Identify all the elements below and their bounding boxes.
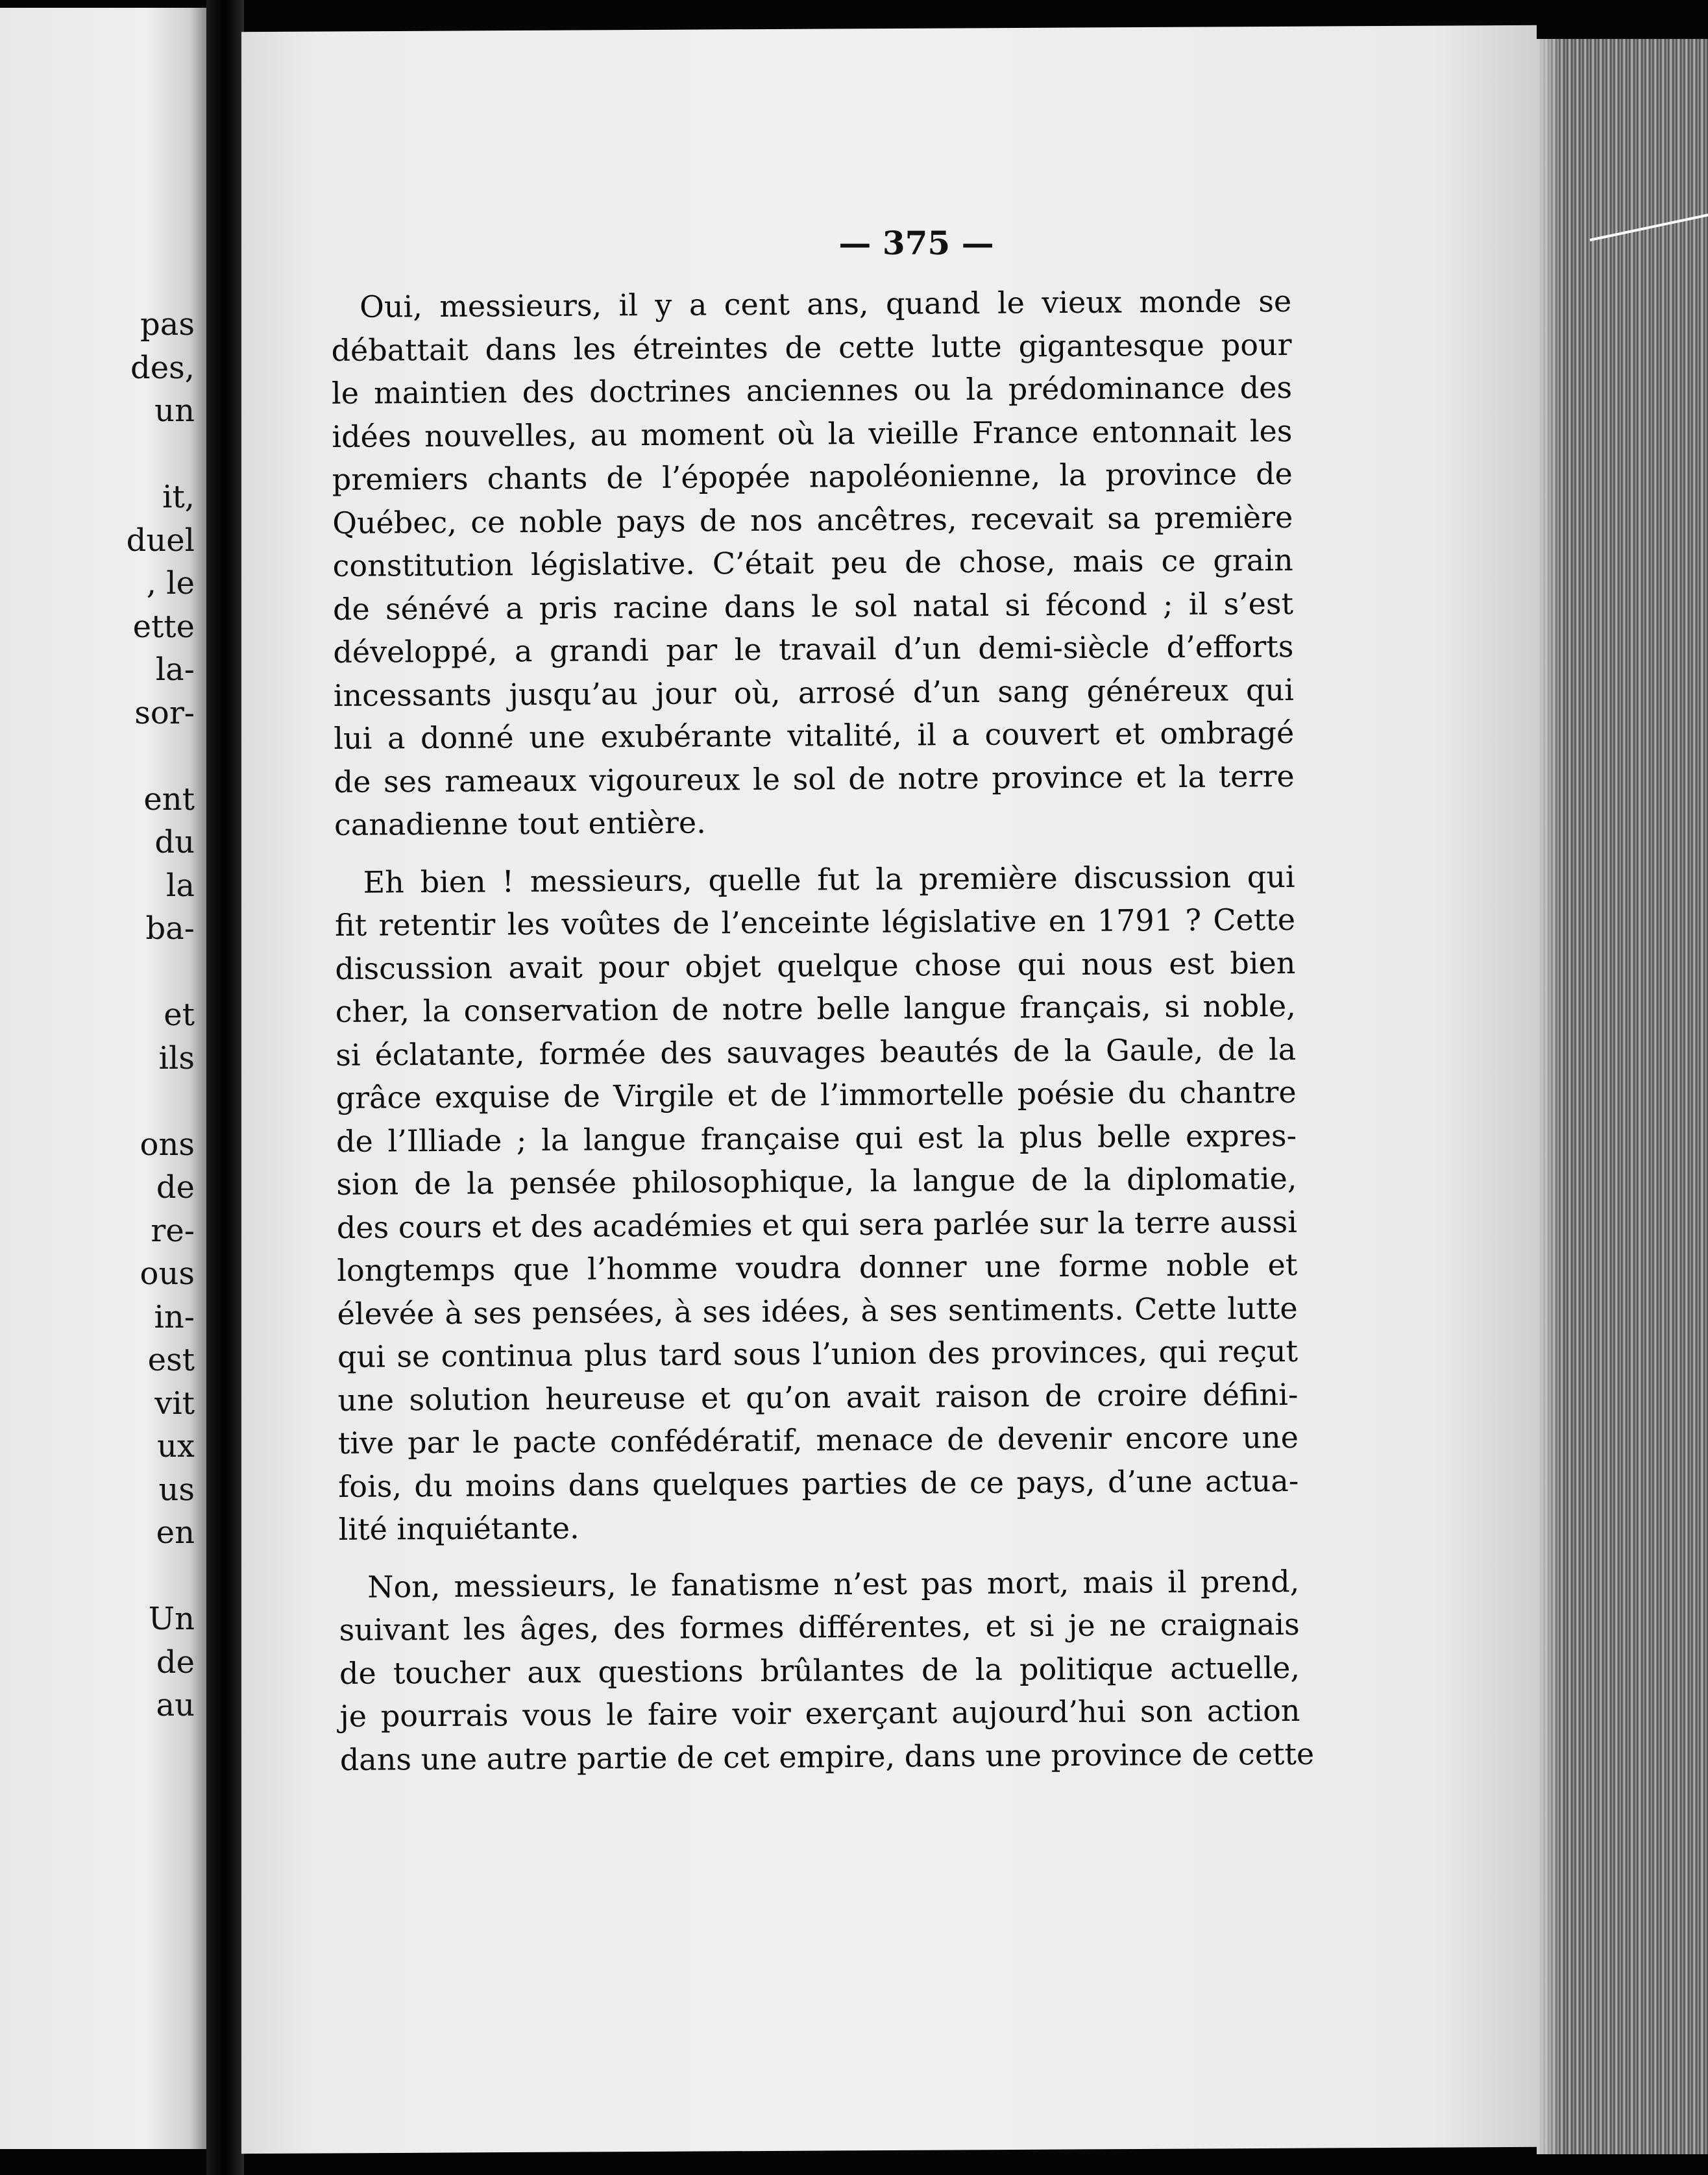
left-page-fragment: Un <box>148 1601 195 1637</box>
page-edges-stack <box>1537 39 1708 2154</box>
left-page-fragment: ette <box>132 608 195 645</box>
text-line: Non, messieurs, le fanatisme n’est pas mort, mais il prend, <box>367 1563 1300 1605</box>
left-page-fragment: ils <box>158 1039 195 1076</box>
left-page-fragment: la <box>166 867 195 904</box>
text-line: premiers chants de l’épopée napoléonienne, la province de <box>332 456 1293 497</box>
left-page-fragment: ons <box>140 1126 195 1163</box>
text-line: une solution heureuse et qu’on avait raison de croire défini- <box>337 1376 1299 1418</box>
text-line: dans une autre partie de cet empire, dans une province de cette <box>339 1736 1315 1777</box>
text-line: je pourrais vous le faire voir exerçant aujourd’hui son action <box>339 1692 1300 1734</box>
text-line: incessants jusqu’au jour où, arrosé d’un sang généreux qui <box>333 672 1294 713</box>
left-facing-page <box>0 8 206 2149</box>
text-line: constitution législative. C’était peu de chose, mais ce grain <box>332 542 1293 583</box>
left-page-fragment: re- <box>151 1212 195 1249</box>
text-line: de toucher aux questions brûlantes de la politique actuelle, <box>339 1649 1300 1691</box>
left-page-fragment: ux <box>157 1428 195 1464</box>
left-page-fragment: de <box>156 1644 195 1681</box>
left-page-fragment: in- <box>154 1298 195 1335</box>
left-page-fragment: et <box>164 997 195 1033</box>
text-line: fit retentir les voûtes de l’enceinte législative en 1791 ? Cette <box>334 901 1296 943</box>
text-line: des cours et des académies et qui sera parlée sur la terre aussi <box>336 1204 1298 1245</box>
left-page-fragment: au <box>156 1687 195 1723</box>
left-page-fragment: it, <box>162 479 195 515</box>
left-page-fragment: vit <box>154 1385 195 1422</box>
left-page-fragment: du <box>154 824 195 860</box>
text-line: élevée à ses pensées, à ses idées, à ses sentiments. Cette lutte <box>337 1290 1298 1331</box>
text-line: Oui, messieurs, il y a cent ans, quand le vieux monde se <box>360 283 1292 324</box>
text-line: de ses rameaux vigoureux le sol de notre province et la terre <box>334 758 1295 799</box>
text-line: canadienne tout entière. <box>334 805 706 842</box>
text-line: développé, a grandi par le travail d’un demi-siècle d’efforts <box>333 628 1294 670</box>
text-line: le maintien des doctrines anciennes ou la prédominance des <box>331 369 1293 411</box>
paragraph <box>331 280 1295 847</box>
text-line: lui a donné une exubérante vitalité, il a couvert et ombragé <box>334 714 1295 756</box>
text-line: cher, la conservation de notre belle langue français, si noble, <box>335 988 1296 1029</box>
text-line: suivant les âges, des formes différentes, et si je ne craignais <box>339 1606 1300 1647</box>
text-line: si éclatante, formée des sauvages beautés de la Gaule, de la <box>336 1031 1297 1073</box>
left-page-fragment: la- <box>155 651 195 688</box>
text-line: débattait dans les étreintes de cette lutte gigantesque pour <box>331 326 1292 368</box>
text-line: grâce exquise de Virgile et de l’immortelle poésie du chantre <box>336 1074 1297 1115</box>
text-line: longtemps que l’homme voudra donner une forme noble et <box>337 1246 1298 1288</box>
left-page-fragment: en <box>156 1514 195 1551</box>
left-page-fragment: de <box>156 1169 195 1206</box>
left-page-fragment: duel <box>126 522 195 559</box>
book-gutter <box>206 0 244 2175</box>
text-line: lité inquiétante. <box>338 1510 580 1547</box>
text-line: qui se continua plus tard sous l’union des provinces, qui reçut <box>337 1333 1299 1374</box>
left-page-fragment: pas <box>140 306 195 343</box>
left-page-fragment: us <box>158 1471 195 1508</box>
body-text <box>331 280 1315 1795</box>
left-page-fragment: sor- <box>134 694 195 731</box>
text-line: de sénévé a pris racine dans le sol natal si fécond ; il s’est <box>332 585 1294 627</box>
left-page-fragment: ba- <box>145 910 195 947</box>
text-line: Eh bien ! messieurs, quelle fut la première discussion qui <box>363 858 1295 900</box>
left-page-fragment: ent <box>143 781 195 818</box>
left-page-fragment: un <box>154 393 195 429</box>
left-page-fragment: ous <box>140 1256 195 1292</box>
text-line: Québec, ce noble pays de nos ancêtres, recevait sa première <box>332 499 1293 541</box>
text-line: tive par le pacte confédératif, menace de devenir encore une <box>337 1419 1299 1461</box>
text-line: fois, du moins dans quelques parties de ce pays, d’une actua- <box>338 1463 1299 1504</box>
page-number: — 375 — <box>838 224 994 262</box>
paragraph <box>339 1559 1315 1781</box>
left-page-fragment: , le <box>146 565 195 601</box>
text-line: idées nouvelles, au moment où la vieille France entonnait les <box>332 413 1293 454</box>
text-line: de l’Illiade ; la langue française qui est la plus belle expres- <box>336 1117 1297 1159</box>
text-line: sion de la pensée philosophique, la langue de la diplomatie, <box>336 1160 1297 1202</box>
text-line: discussion avait pour objet quelque chose qui nous est bien <box>335 945 1296 986</box>
paragraph <box>334 855 1299 1551</box>
left-page-fragment: des, <box>130 349 195 386</box>
left-page-fragment: est <box>147 1342 195 1378</box>
